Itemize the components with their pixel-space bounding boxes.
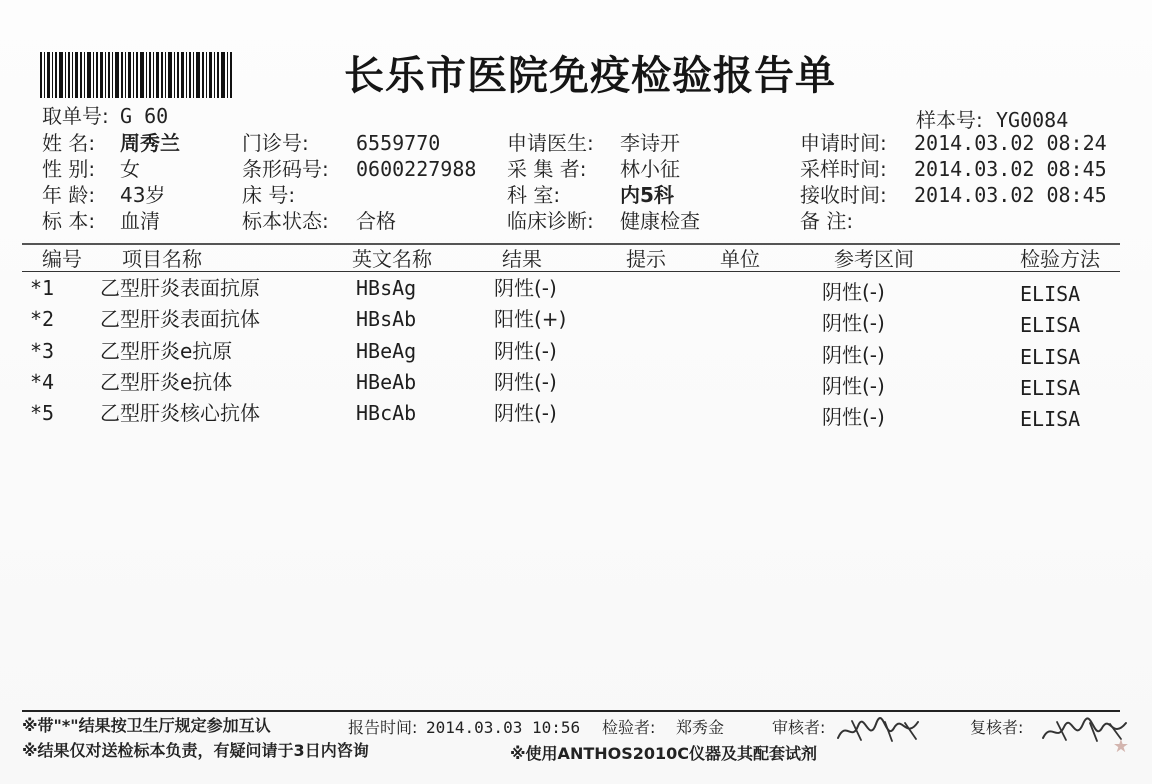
request-time-label: 申请时间: [800, 131, 887, 155]
row-method: ELISA [1020, 282, 1081, 306]
report-time-value: 2014.03.03 10:56 [426, 718, 581, 737]
row-number: *4 [30, 370, 55, 394]
row-number: *2 [30, 307, 55, 331]
sex-label: 性 别: [42, 157, 96, 181]
footer-note-reagents: ※使用ANTHOS2010C仪器及其配套试剂 [510, 744, 818, 763]
tester-label: 检验者: [602, 718, 656, 737]
row-result: 阴性(-) [494, 276, 557, 300]
row-english-name: HBsAb [356, 307, 417, 331]
table-top-rule [22, 243, 1120, 245]
footer-note-consultation: ※结果仅对送检标本负责，有疑问请于3日内咨询 [22, 741, 369, 760]
header-number: 编号 [42, 247, 82, 271]
row-result: 阳性(+) [494, 307, 567, 331]
age-label: 年 龄: [42, 183, 96, 207]
patient-sex: 女 [120, 157, 140, 181]
pickup-number-label: 取单号: [42, 104, 109, 128]
department-value: 内5科 [620, 183, 674, 207]
row-number: *1 [30, 276, 55, 300]
header-result: 结果 [502, 247, 542, 271]
row-item-name: 乙型肝炎表面抗原 [100, 276, 260, 300]
report-title: 长乐市医院免疫检验报告单 [344, 52, 836, 99]
header-item: 项目名称 [122, 247, 202, 271]
rechecker-label: 复核者: [970, 718, 1024, 737]
row-reference: 阴性(-) [822, 280, 885, 304]
name-label: 姓 名: [42, 131, 96, 155]
row-item-name: 乙型肝炎e抗体 [100, 370, 233, 394]
barcode-value: 0600227988 [356, 157, 477, 181]
row-method: ELISA [1020, 407, 1081, 431]
report-time-label: 报告时间: [348, 718, 418, 737]
row-reference: 阴性(-) [822, 374, 885, 398]
sample-label: 标 本: [42, 209, 96, 233]
header-method: 检验方法 [1020, 247, 1100, 271]
row-english-name: HBsAg [356, 276, 417, 300]
row-result: 阴性(-) [494, 401, 557, 425]
barcode [40, 52, 238, 98]
receive-time-label: 接收时间: [800, 183, 887, 207]
doctor-value: 李诗开 [620, 131, 680, 155]
watermark-stamp-icon: ★ [1112, 736, 1130, 757]
pickup-number-value: G 60 [120, 104, 169, 128]
row-reference: 阴性(-) [822, 343, 885, 367]
row-result: 阴性(-) [494, 339, 557, 363]
table-header-rule [22, 271, 1120, 272]
reviewer-signature [834, 712, 926, 750]
sample-status-label: 标本状态: [242, 209, 329, 233]
row-english-name: HBeAg [356, 339, 417, 363]
row-reference: 阴性(-) [822, 405, 885, 429]
department-label: 科 室: [507, 183, 561, 207]
diagnosis-value: 健康检查 [620, 209, 700, 233]
sample-time-value: 2014.03.02 08:45 [914, 157, 1107, 181]
row-english-name: HBeAb [356, 370, 417, 394]
specimen-number-label: 样本号: [916, 108, 983, 132]
row-result: 阴性(-) [494, 370, 557, 394]
collector-label: 采 集 者: [507, 157, 587, 181]
header-hint: 提示 [626, 247, 666, 271]
row-reference: 阴性(-) [822, 311, 885, 335]
header-english: 英文名称 [352, 247, 432, 271]
diagnosis-label: 临床诊断: [507, 209, 594, 233]
row-number: *3 [30, 339, 55, 363]
bed-label: 床 号: [242, 183, 296, 207]
patient-name: 周秀兰 [120, 131, 180, 155]
request-time-value: 2014.03.02 08:24 [914, 131, 1107, 155]
row-method: ELISA [1020, 313, 1081, 337]
collector-value: 林小征 [620, 157, 680, 181]
header-unit: 单位 [720, 247, 760, 271]
remark-label: 备 注: [800, 209, 854, 233]
patient-age: 43岁 [120, 183, 166, 207]
sample-type: 血清 [120, 209, 160, 233]
row-item-name: 乙型肝炎表面抗体 [100, 307, 260, 331]
header-reference: 参考区间 [834, 247, 914, 271]
row-method: ELISA [1020, 376, 1081, 400]
clinic-number-value: 6559770 [356, 131, 441, 155]
clinic-number-label: 门诊号: [242, 131, 309, 155]
row-item-name: 乙型肝炎e抗原 [100, 339, 233, 363]
tester-value: 郑秀金 [676, 718, 725, 737]
row-number: *5 [30, 401, 55, 425]
footer-rule [22, 710, 1120, 712]
reviewer-label: 审核者: [772, 718, 826, 737]
footer-note-mutual-recognition: ※带"*"结果按卫生厅规定参加互认 [22, 716, 271, 735]
sample-time-label: 采样时间: [800, 157, 887, 181]
row-item-name: 乙型肝炎核心抗体 [100, 401, 260, 425]
row-method: ELISA [1020, 345, 1081, 369]
doctor-label: 申请医生: [507, 131, 594, 155]
row-english-name: HBcAb [356, 401, 417, 425]
barcode-label: 条形码号: [242, 157, 329, 181]
sample-status-value: 合格 [356, 209, 396, 233]
receive-time-value: 2014.03.02 08:45 [914, 183, 1107, 207]
specimen-number-value: YG0084 [996, 108, 1069, 132]
